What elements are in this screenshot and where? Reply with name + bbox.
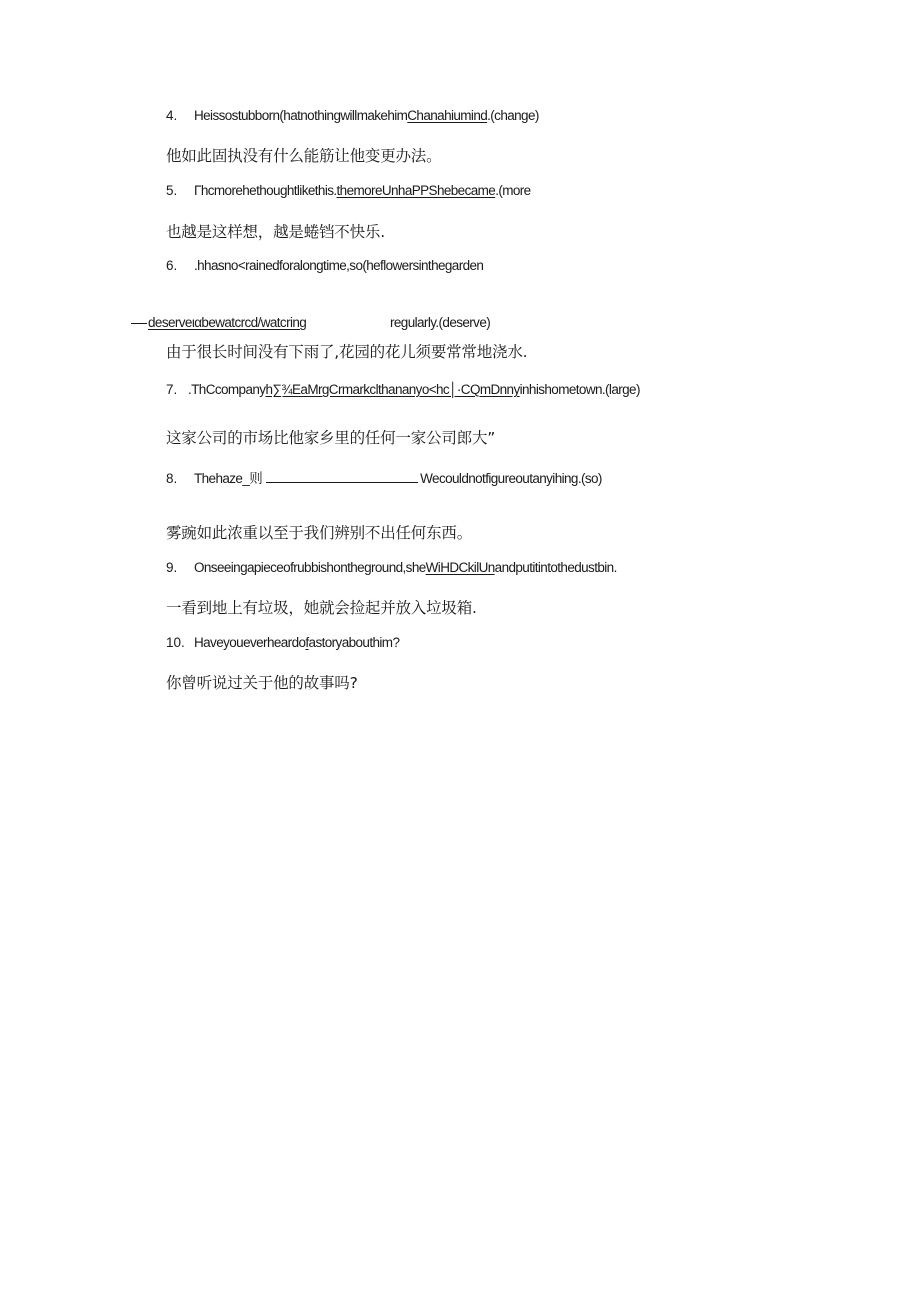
- blank-dash: [131, 323, 147, 324]
- item-10-sentence: [166, 636, 399, 650]
- item-8-blank: [266, 472, 418, 483]
- item-4-hint: .(change): [487, 108, 539, 123]
- item-8-sentence: [166, 472, 602, 486]
- item-5-text: Γhcmorehethoughtlikethis.: [194, 183, 337, 198]
- item-7-answer: h∑¾EaMrgCrmarkclthananyo<hc│·CQmDnny: [265, 382, 520, 397]
- item-4-sentence: [166, 109, 539, 123]
- item-6-sentence-continued: [131, 316, 306, 330]
- item-10-text: Haveyoueverheardo: [194, 635, 306, 650]
- item-9-number: 9.: [166, 560, 178, 575]
- item-8-text: Thehaze_则: [194, 471, 263, 486]
- item-10-answer: f: [305, 635, 309, 650]
- item-7-hint: inhishometown.(large): [519, 382, 640, 397]
- item-9-translation: 一看到地上有垃圾，她就会捡起并放入垃圾箱.: [166, 599, 477, 617]
- item-6-sentence: [166, 259, 483, 273]
- item-7-sentence: [166, 383, 640, 397]
- item-5-sentence: [166, 184, 531, 198]
- item-4-text: Heissostubborn(hatnothingwillmakehim: [194, 108, 408, 123]
- item-10-number: 10.: [166, 635, 185, 650]
- item-9-text: Onseeingapieceofrubbishontheground,she: [194, 560, 426, 575]
- item-9-answer: WiHDCkilUn: [425, 560, 495, 575]
- item-5-number: 5.: [166, 183, 178, 198]
- item-4-number: 4.: [166, 108, 178, 123]
- item-9-sentence: [166, 561, 617, 575]
- item-6-answer: deserveιαbewatcrcd/watcring: [148, 315, 307, 330]
- item-5-answer: themoreUnhaPPShebecame: [336, 183, 496, 198]
- item-7-translation: 这家公司的市场比他家乡里的任何一家公司郎大”: [166, 429, 496, 447]
- item-6-translation: 由于很长时间没有下雨了,花园的花儿须要常常地浇水.: [166, 343, 528, 361]
- item-6-number: 6.: [166, 258, 178, 273]
- item-8-number: 8.: [166, 471, 178, 486]
- item-5-hint: .(more: [495, 183, 531, 198]
- item-10-hint: astoryabouthim?: [308, 635, 400, 650]
- item-10-translation: 你曾听说过关于他的故事吗?: [166, 674, 358, 692]
- item-7-text: .ThCcompany: [188, 382, 266, 397]
- item-8-hint: Wecouldnotfigureoutanyihing.(so): [420, 471, 602, 486]
- item-9-hint: andputitintothedustbin.: [494, 560, 617, 575]
- item-6-hint: regularly.(deserve): [390, 315, 491, 330]
- item-4-translation: 他如此固执没有什么能筋让他变更办法。: [166, 147, 442, 165]
- item-5-translation: 也越是这样想，越是蜷铛不快乐.: [166, 223, 385, 241]
- item-7-number: 7.: [166, 382, 178, 397]
- item-4-answer: Chanahiumind: [407, 108, 488, 123]
- item-8-translation: 雾豌如此浓重以至于我们辨别不出任何东西。: [166, 524, 473, 542]
- item-6-text: .hhasno<rainedforalongtime,so(heflowersinthegarden: [194, 258, 484, 273]
